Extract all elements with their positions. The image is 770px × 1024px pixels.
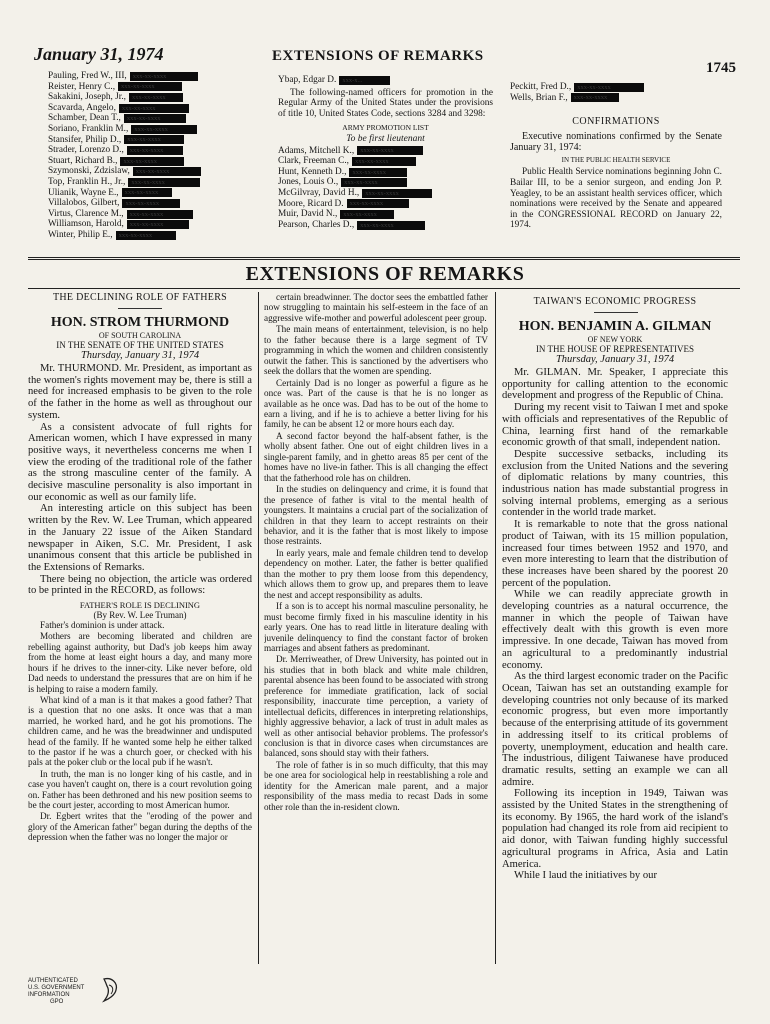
right-top-block — [510, 82, 722, 232]
service-heading: IN THE PUBLIC HEALTH SERVICE — [561, 155, 671, 164]
name-text: Schamber, Dean T., — [48, 113, 121, 124]
redaction-mark: xxx-xx-xxxx — [127, 210, 193, 219]
redaction-mark: xxx-xx-xxxx — [571, 93, 619, 102]
name-row — [48, 71, 258, 82]
article-headline: THE DECLINING ROLE OF FATHERS — [52, 292, 228, 303]
gpo-line: INFORMATION — [28, 992, 70, 998]
paragraph: Dr. Egbert writes that the "eroding of the power and glory of the American father" began during the depths of the depression when the father was no longer the major or — [28, 811, 252, 843]
name-text: Ybap, Edgar D. — [278, 75, 337, 85]
redaction-mark: xxx-xx-xxxx — [131, 125, 197, 134]
redaction-mark: xxx-xx-xxxx — [122, 188, 172, 197]
redaction-mark: xxx-xx-xxxx — [127, 220, 189, 229]
name-row — [48, 188, 258, 199]
left-article — [28, 292, 252, 972]
name-row — [278, 220, 493, 231]
paragraph: Mr. THURMOND. Mr. President, as important as the women's rights movement may be, there is still a need for increased emphasis to be given to the role of the father in the home as well as throughout our system. — [28, 363, 252, 421]
top-section-rule — [28, 259, 740, 260]
name-row — [278, 167, 493, 178]
name-row — [278, 199, 493, 210]
name-text: Wells, Brian F., — [510, 92, 568, 103]
main-title: EXTENSIONS OF REMARKS — [245, 263, 525, 285]
speaker-state: OF NEW YORK — [587, 335, 643, 344]
name-row — [48, 156, 258, 167]
name-text: Peckitt, Fred D., — [510, 82, 572, 92]
name-row — [48, 92, 258, 103]
name-row — [48, 145, 258, 156]
name-text: Clark, Freeman C., — [278, 156, 350, 167]
paragraph: Dr. Merriweather, of Drew University, has pointed out in his studies that in both black and white male children, parental absence has been found to be associated with strong preference for immediate gratification, lack of social responsibility, inaccurate time perception, a variety of intellectual deficits, differences in interpreting relationships, highly aggressive behavior, a lack of trust in adult males as well as other antisocial behavior problems. The professor's conclusion is that in divorce cases when circumstances are balanced, sons should stay with their fathers. — [264, 654, 488, 759]
name-text: Stuart, Richard B., — [48, 155, 118, 166]
name-text: Jones, Louis O., — [278, 177, 339, 188]
name-row — [48, 135, 258, 146]
name-row — [48, 209, 258, 220]
title-rule — [28, 288, 740, 289]
name-row — [48, 166, 258, 177]
article-headline: TAIWAN'S ECONOMIC PROGRESS — [533, 296, 697, 307]
paragraph: What kind of a man is it that makes a good father? That is a question that no one asks. It once was that a man married, he worked hard, and he got his promotions. The children came, and he was the breadwinner and undisputed head of the family. If he wanted some help he either talked to the pastor if he was a church goer, or checked with his pals at the poker club or the local pub if he wasn't. — [28, 694, 252, 768]
paragraph: There being no objection, the article was ordered to be printed in the RECORD, as follows: — [28, 573, 252, 597]
name-text: Ulianik, Wayne E., — [48, 187, 119, 198]
paragraph: It is remarkable to note that the gross national product of Taiwan, with its 15 million population, increased four times between 1952 and 1970, and even more interesting to learn that the distribution of these increases have been shared by the poorest 20 percent of the population. — [502, 519, 728, 589]
gpo-line: AUTHENTICATED — [28, 978, 78, 984]
name-text: Sakakini, Joseph, Jr., — [48, 92, 126, 103]
service-text: Public Health Service nominations beginning John C. Bailar III, to be a senior surgeon, and ending Jon P. Yeagley, to be an assistant health services officer, which nominations were received by the Senate and appeared in the CONGRESSIONAL RECORD on January 22, 1974. — [510, 167, 722, 231]
rank-title: To be first lieutenant — [346, 133, 425, 144]
name-text: Adams, Mitchell K., — [278, 145, 355, 156]
redaction-mark: xxx-xx-xxxx — [352, 157, 416, 166]
name-text: Reister, Henry C., — [48, 81, 116, 92]
paragraph: While I laud the initiatives by our — [514, 870, 657, 882]
column-rule — [495, 292, 496, 964]
paragraph: Father's dominion is under attack. — [40, 620, 165, 631]
name-text: Villalobos, Gilbert, — [48, 198, 120, 209]
redaction-mark: xxx-xx-xxxx — [129, 93, 183, 102]
header-title: EXTENSIONS OF REMARKS — [272, 48, 484, 64]
inset-title: FATHER'S ROLE IS DECLINING — [79, 600, 201, 611]
paragraph: Mr. GILMAN. Mr. Speaker, I appreciate this opportunity for calling attention to the economic development and progress of the Republic of China. — [502, 367, 728, 402]
paragraph: If a son is to accept his normal masculine personality, he must become firmly fixed in his masculine identity in his early years. One has to read little in literature dealing with juvenile delinquency to find the constant factor of broken marriages and absent fathers as predominant. — [264, 601, 488, 653]
paragraph: In the studies on delinquency and crime, it is found that the presence of father is vital to the mental health of youngsters. It maintains a crucial part of the socialization of children in that they learn to accept restraints on their behavior, and it is the father that is most likely to impose those restraints. — [264, 484, 488, 547]
top-section-rule — [28, 257, 740, 258]
name-row — [48, 230, 258, 241]
promotion-intro: The following-named officers for promotion in the Regular Army of the United States under the provisions of title 10, United States Code, sections 3284 and 3298: — [278, 87, 493, 119]
name-text: McGilvray, David H., — [278, 187, 360, 198]
name-text: Scavarda, Angelo, — [48, 102, 116, 113]
headline-rule — [594, 312, 638, 313]
header-date: January 31, 1974 — [34, 44, 164, 64]
name-text: Top, Franklin H., Jr., — [48, 176, 126, 187]
chamber: IN THE SENATE OF THE UNITED STATES — [56, 340, 224, 350]
left-names-list — [48, 71, 258, 241]
paragraph: An interesting article on this subject has been written by the Rev. W. Lee Truman, which appeared in the January 22 issue of the Aiken Standard newspaper in Aiken, S.C. Mr. President, I ask unanimous consent that this article be published in the Extensions of Remarks. — [28, 503, 252, 573]
name-text: Winter, Philip E., — [48, 229, 113, 240]
speech-date: Thursday, January 31, 1974 — [80, 350, 200, 361]
redaction-mark: xxx-xx-xxxx — [122, 199, 180, 208]
paragraph: In early years, male and female children tend to develop dependency on mother. Later, the father is better qualified than the mother to pry them loose from this dependency, which allows them to grow up, and prepares them to leave the nest and accept responsibility as adults. — [264, 547, 488, 600]
name-text: Moore, Ricard D. — [278, 198, 344, 209]
confirmations-title: CONFIRMATIONS — [572, 116, 660, 128]
gpo-authentication-text — [28, 978, 84, 1006]
name-row — [278, 188, 493, 199]
gpo-line: U.S. GOVERNMENT — [28, 985, 85, 991]
gpo-line: GPO — [50, 999, 64, 1005]
middle-article-body — [264, 292, 488, 962]
paragraph: In truth, the man is no longer king of his castle, and in case you haven't caught on, there is a court revolution going on. Father has been dethroned and his new position seems to be the court jester, according to most American humor. — [28, 768, 252, 810]
headline-rule — [118, 308, 162, 309]
redaction-mark: xxx-x... — [339, 76, 390, 85]
name-text: Pauling, Fred W., III, — [48, 71, 127, 81]
name-text: Stansifer, Philip D., — [48, 134, 122, 145]
promotion-names-list — [278, 146, 493, 231]
redaction-mark: xxx-xx-xxxx — [127, 146, 183, 155]
name-row — [48, 82, 258, 93]
redaction-mark: xxx-xx-xxxx — [341, 178, 407, 187]
redaction-mark: xxx-xx-xxxx — [130, 72, 198, 81]
name-row — [278, 209, 493, 220]
name-row — [48, 177, 258, 188]
eagle-seal-icon — [96, 975, 126, 1005]
speaker-name: HON. BENJAMIN A. GILMAN — [518, 319, 712, 334]
chamber: IN THE HOUSE OF REPRESENTATIVES — [535, 344, 695, 354]
redaction-mark: xxx-xx-xxxx — [116, 231, 176, 240]
paragraph: The main means of entertainment, television, is no help to the father because there is a large segment of TV programming in which the women and children consistently outwit the father. This is sanctioned by the advertisers who seek the dollars that the women are spending. — [264, 324, 488, 377]
redaction-mark: xxx-xx-xxxx — [574, 83, 644, 92]
name-row — [48, 219, 258, 230]
name-text: Hunt, Kenneth D., — [278, 166, 347, 177]
paragraph: Certainly Dad is no longer as powerful a figure as he once was. Part of the cause is that he is no longer as available as he once was. Dad has to be out of the home to earn a living, and if he is to achieve a better living for his family, he can be absent 12 or more hours each day. — [264, 377, 488, 430]
speech-date: Thursday, January 31, 1974 — [555, 354, 675, 365]
redaction-mark: xxx-xx-xxxx — [362, 189, 432, 198]
redaction-mark: xxx-xx-xxxx — [133, 167, 201, 176]
name-row — [48, 198, 258, 209]
middle-top-block — [278, 75, 493, 230]
article-body — [502, 367, 728, 882]
redaction-mark: xxx-xx-xxxx — [120, 157, 184, 166]
paragraph: certain breadwinner. The doctor sees the embattled father now struggling to maintain his self-esteem in the face of an aggressive wife-mother and powerful adolescent peer group. — [264, 292, 488, 323]
name-row — [278, 75, 493, 86]
name-row — [510, 93, 722, 104]
name-text: Muir, David N., — [278, 209, 338, 220]
column-rule — [258, 292, 259, 964]
right-article — [502, 296, 728, 976]
redaction-mark: xxx-xx-xxxx — [124, 114, 186, 123]
name-text: Szymonski, Zdzislaw, — [48, 166, 130, 177]
inset-byline: (By Rev. W. Lee Truman) — [93, 610, 187, 621]
paragraph: Despite successive setbacks, including its exclusion from the United Nations and the severing of diplomatic relations by many countries, this industrious nation has made substantial progress in solving internal problems, emerging as a serious contender in the world trade market. — [502, 448, 728, 519]
paragraph: A second factor beyond the half-absent father, is the wholly absent father. One out of eight children lives in a single-parent family, and in ghetto areas 85 per cent of the homes have no live-in father. This is all changing the effect that the fatherhood role has on children. — [264, 430, 488, 483]
speaker-name: HON. STROM THURMOND — [50, 315, 230, 330]
right-names-list — [510, 82, 722, 103]
redaction-mark: xxx-xx-xxxx — [357, 221, 425, 230]
name-row — [48, 124, 258, 135]
paragraph: The role of father is in so much difficulty, that this may be one area for sociological help in reestablishing a role and identity for the American male parent, and a major responsibility of the mass media to recast Dads in some other role than the in-resident clown. — [264, 759, 488, 812]
confirmations-intro: Executive nominations confirmed by the Senate January 31, 1974: — [510, 130, 722, 153]
name-text: Strader, Lorenzo D., — [48, 145, 124, 156]
name-row — [278, 177, 493, 188]
name-text: Williamson, Harold, — [48, 219, 124, 230]
redaction-mark: xxx-xx-xxxx — [124, 135, 184, 144]
name-text: Pearson, Charles D., — [278, 219, 355, 230]
redaction-mark: xxx-xx-xxxx — [119, 104, 189, 113]
redaction-mark: xxx-xx-xxxx — [128, 178, 200, 187]
name-text: Soriano, Franklin M., — [48, 123, 129, 134]
speaker-state: OF SOUTH CAROLINA — [98, 331, 182, 340]
name-text: Virtus, Clarence M., — [48, 208, 124, 219]
paragraph: Following its inception in 1949, Taiwan was assisted by the United States in the strengthening of its economy. By 1965, the hard work of the island's population had changed its role from aid recipient to aid donor, with Taiwan funding highly successful agricultural programs in Africa, Asia and Latin America. — [502, 788, 728, 870]
redaction-mark: xxx-xx-xxxx — [357, 146, 423, 155]
redaction-mark: xxx-xx-xxxx — [340, 210, 394, 219]
inset-body — [28, 620, 252, 844]
name-row — [510, 82, 722, 93]
paragraph: During my recent visit to Taiwan I met and spoke with officials and representatives of the Republic of China, learning first hand of the remarkable economic growth of that small, independent nation. — [502, 402, 728, 449]
paragraph: As a consistent advocate of full rights for American women, which I have expressed in many positive ways, it nevertheless concerns me when I view the eroding of the traditional role of the father as the strong masculine center of the family. A decisive masculine personality is also important in our economic as well as our family life. — [28, 421, 252, 503]
paragraph: Mothers are becoming liberated and children are rebelling against authority, but Dad's job keeps him away from the home at least eight hours a day, and many more hours if he drives to the inner-city. Like never before, old Dad needs to understand the pressures that are on him if he is helping to raise a modern family. — [28, 631, 252, 694]
redaction-mark: xxx-xx-xxxx — [349, 168, 407, 177]
paragraph: While we can readily appreciate growth in developing countries as a natural occurrence, the manner in which the people of Taiwan have effectively dealt with this growth is even more impressive. In one decade, Taiwan has moved from an agricultural to a predominantly industrial economy. — [502, 589, 728, 671]
redaction-mark: xxx-xx-xxxx — [118, 82, 182, 91]
paragraph: As the third largest economic trader on the Pacific Ocean, Taiwan has set an outstanding example for developing countries not only because of its marked economic progress, but even more importantly because of the enterprising attitude of its government in addressing itself to its critical problems of poverty, unemployment, education and health care. The industrious, diligent Taiwanese have produced dramatic results, setting an example we can all admire. — [502, 671, 728, 788]
page-number: 1745 — [706, 60, 736, 76]
name-row — [278, 156, 493, 167]
name-row — [48, 113, 258, 124]
article-body — [28, 363, 252, 597]
redaction-mark: xxx-xx-xxxx — [347, 199, 409, 208]
name-row — [278, 146, 493, 157]
name-row — [48, 103, 258, 114]
army-promotion-list-title: ARMY PROMOTION LIST — [342, 123, 429, 133]
